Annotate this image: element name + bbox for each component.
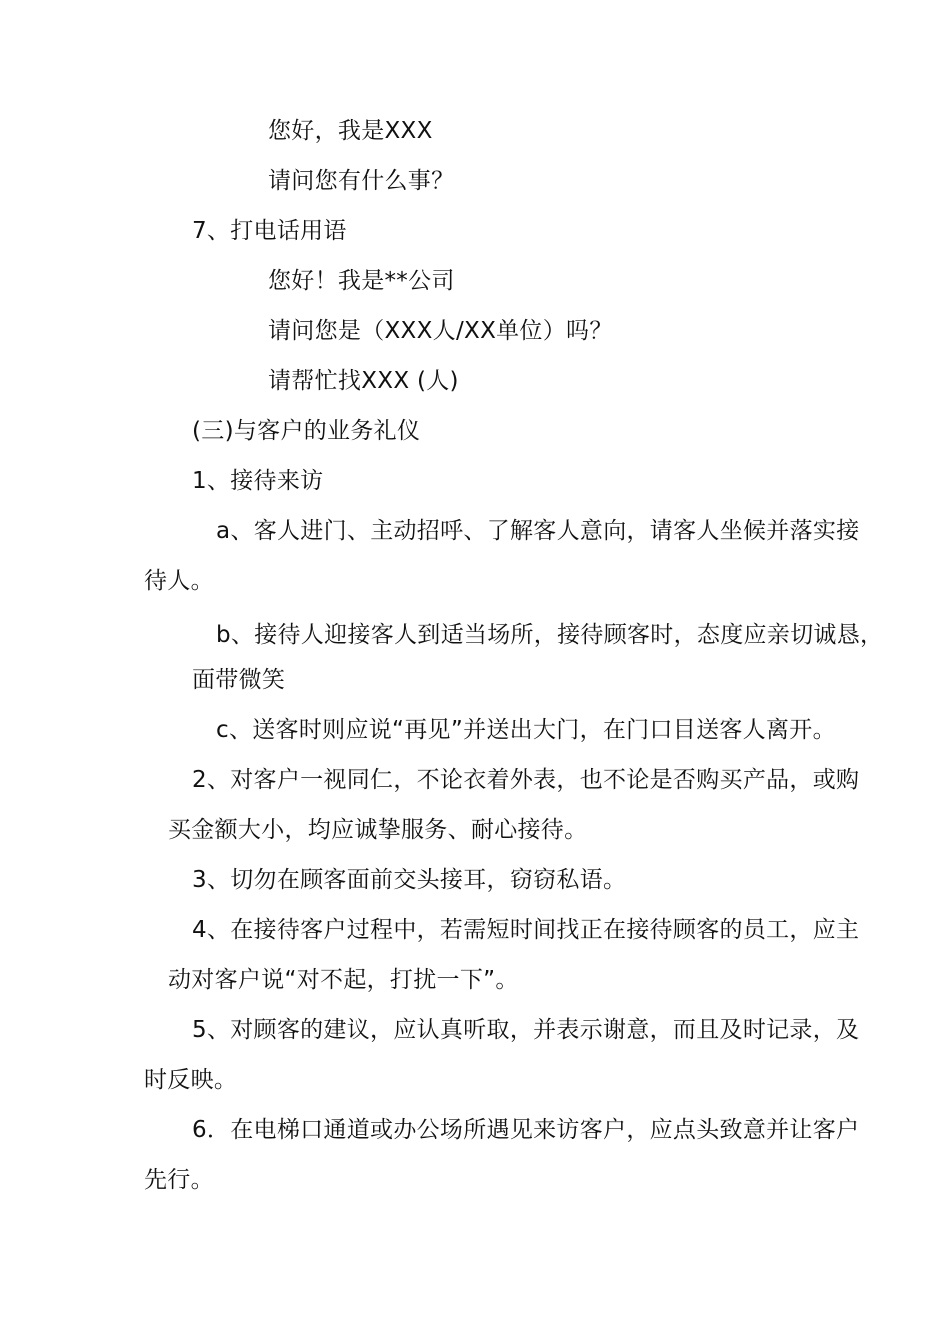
call-request-line: 请帮忙找XXX (人)	[268, 368, 459, 394]
item-6-line-2: 先行。	[144, 1167, 214, 1193]
item-5-line-2: 时反映。	[144, 1067, 238, 1093]
item-b-line-1: b、接待人迎接客人到适当场所，接待顾客时，态度应亲切诚恳，	[216, 622, 884, 648]
item-2-line-1: 2、对客户一视同仁，不论衣着外表，也不论是否购买产品，或购	[192, 767, 860, 793]
item-c-line: c、送客时则应说“再见”并送出大门，在门口目送客人离开。	[216, 717, 836, 743]
item-3-line: 3、切勿在顾客面前交头接耳，窃窃私语。	[192, 867, 627, 893]
item-a-line-1: a、客人进门、主动招呼、了解客人意向，请客人坐候并落实接	[216, 518, 860, 544]
item-a-line-2: 待人。	[144, 568, 214, 594]
inquiry-line: 请问您有什么事？	[268, 168, 455, 194]
section-7-heading: 7、打电话用语	[192, 218, 347, 244]
call-confirm-line: 请问您是（XXX人/XX单位）吗？	[268, 318, 613, 344]
greeting-line: 您好，我是XXX	[268, 118, 433, 144]
item-6-line-1: 6．在电梯口通道或办公场所遇见来访客户，应点头致意并让客户	[192, 1117, 860, 1143]
section-3-heading: (三)与客户的业务礼仪	[192, 418, 421, 444]
item-b-line-2: 面带微笑	[192, 667, 286, 693]
item-4-line-2: 动对客户说“对不起，打扰一下”。	[168, 967, 519, 993]
call-greeting-line: 您好！我是**公司	[268, 268, 455, 294]
item-5-line-1: 5、对顾客的建议，应认真听取，并表示谢意，而且及时记录，及	[192, 1017, 860, 1043]
item-4-line-1: 4、在接待客户过程中，若需短时间找正在接待顾客的员工，应主	[192, 917, 860, 943]
item-1-heading: 1、接待来访	[192, 468, 324, 494]
item-2-line-2: 买金额大小，均应诚挚服务、耐心接待。	[168, 817, 588, 843]
